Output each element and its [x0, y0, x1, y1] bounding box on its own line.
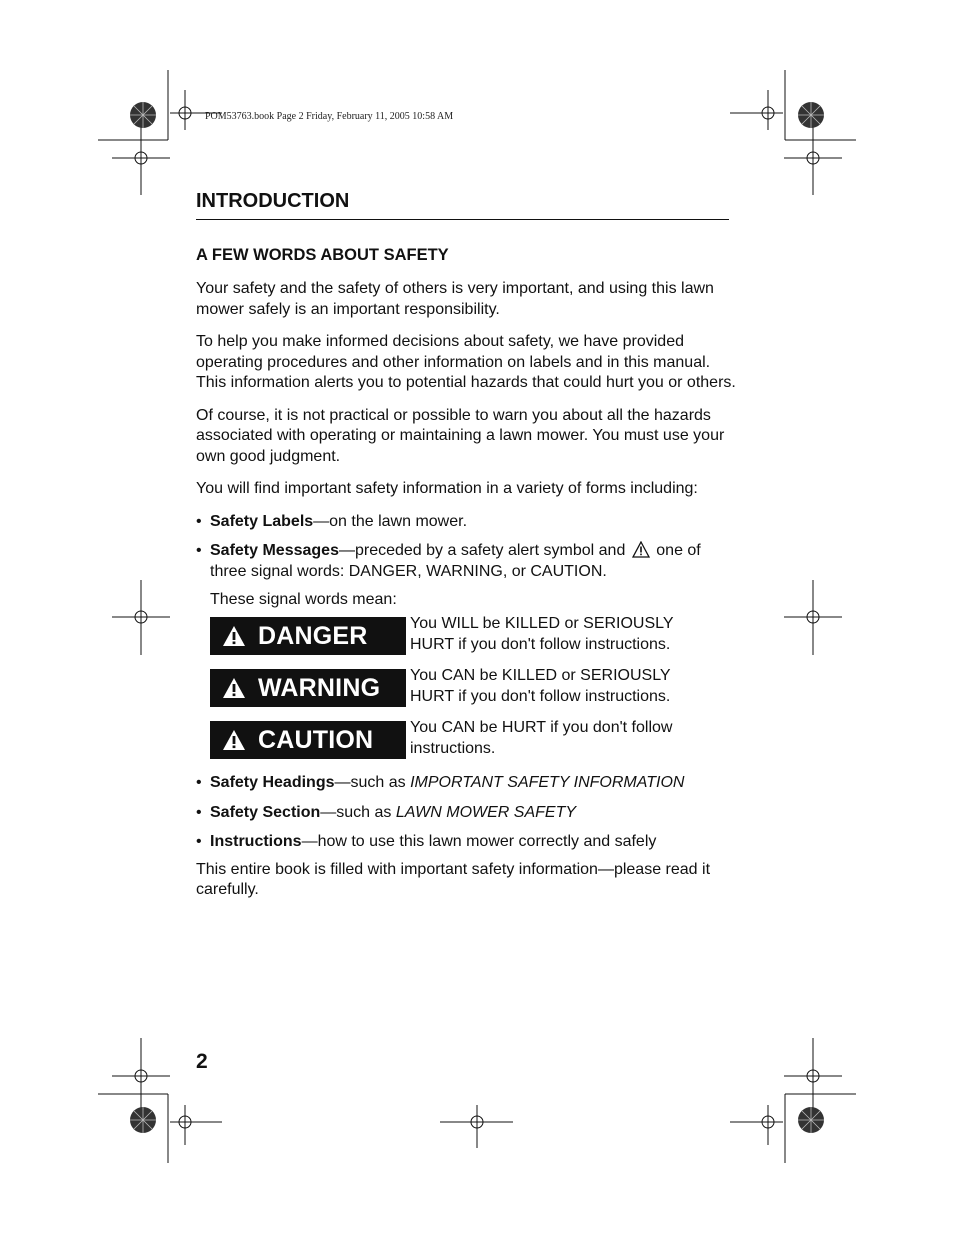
bullet-icon: • — [196, 803, 202, 821]
list-item — [196, 773, 736, 794]
paragraph: Your safety and the safety of others is very important, and using this lawn mower safely is an important responsibility. — [196, 280, 714, 318]
signal-label-warning — [210, 669, 406, 707]
signal-label-danger — [210, 617, 406, 655]
list-item — [196, 512, 736, 533]
safety-alert-triangle-icon — [222, 729, 246, 751]
bullet-icon: • — [196, 833, 202, 850]
bullet-icon: • — [196, 542, 202, 559]
section-title: INTRODUCTION — [196, 190, 729, 220]
signal-row-caution — [210, 721, 736, 759]
bullet-italic: LAWN MOWER SAFETY — [395, 803, 577, 821]
bullet-bold: Safety Headings — [210, 774, 335, 791]
signal-word: WARNING — [258, 673, 381, 702]
bullet-text: —such as — [320, 803, 396, 821]
safety-alert-triangle-icon — [632, 541, 650, 558]
paragraph: You will find important safety information in a variety of forms including: — [196, 480, 698, 497]
bullet-text: —how to use this lawn mower correctly and safely — [301, 833, 657, 850]
signal-label-caution — [210, 721, 406, 759]
paragraph: To help you make informed decisions about safety, we have provided operating procedures and other information on labels and in this manual. This information alerts you to potential hazards that could hurt you or others. — [196, 333, 736, 391]
bullet-text: —preceded by a safety alert symbol — [338, 542, 595, 559]
signal-meaning: You WILL be KILLED or SERIOUSLY HURT if you don't follow instructions. — [410, 615, 674, 653]
bullet-bold: Instructions — [210, 833, 302, 850]
bullet-text: and — [598, 542, 626, 559]
page-header-file-info: POM53763.book Page 2 Friday, February 11, 2005 10:58 AM — [205, 111, 454, 122]
safety-alert-triangle-icon — [222, 677, 246, 699]
closing-paragraph: This entire book is filled with important safety information—please read it carefully. — [196, 860, 711, 898]
signal-row-warning — [210, 669, 736, 707]
bullet-list-forms — [196, 512, 736, 583]
list-item — [196, 541, 736, 582]
signal-word: DANGER — [258, 621, 368, 650]
page-number: 2 — [196, 1050, 208, 1073]
bullet-italic: IMPORTANT SAFETY INFORMATION — [410, 774, 685, 791]
list-item — [196, 832, 736, 853]
bullet-text: —such as — [334, 774, 411, 791]
signal-words-intro: These signal words mean: — [210, 591, 397, 608]
bullet-bold: Safety Labels — [210, 512, 314, 530]
bullet-icon: • — [196, 512, 202, 530]
bullet-bold: Safety Section — [210, 803, 321, 821]
list-item — [196, 803, 736, 824]
paragraph: Of course, it is not practical or possible to warn you about all the hazards associated with operating or maintaining a lawn mower. You must use your own good judgment. — [196, 406, 725, 465]
page-content — [196, 190, 736, 913]
signal-word: CAUTION — [258, 725, 374, 754]
bullet-text: —on the lawn mower. — [313, 512, 468, 530]
safety-alert-triangle-icon — [222, 625, 246, 647]
bullet-text: one of three signal words: DANGER, WARNING, or CAUTION. — [210, 542, 701, 580]
signal-meaning: You CAN be HURT if you don't follow instructions. — [410, 719, 673, 757]
subsection-title: A FEW WORDS ABOUT SAFETY — [196, 246, 449, 264]
signal-meaning: You CAN be KILLED or SERIOUSLY HURT if you don't follow instructions. — [410, 667, 671, 705]
bullet-list-more-forms — [196, 773, 736, 853]
bullet-bold: Safety Messages — [210, 542, 339, 559]
signal-row-danger — [210, 617, 736, 655]
bullet-icon: • — [196, 774, 202, 791]
